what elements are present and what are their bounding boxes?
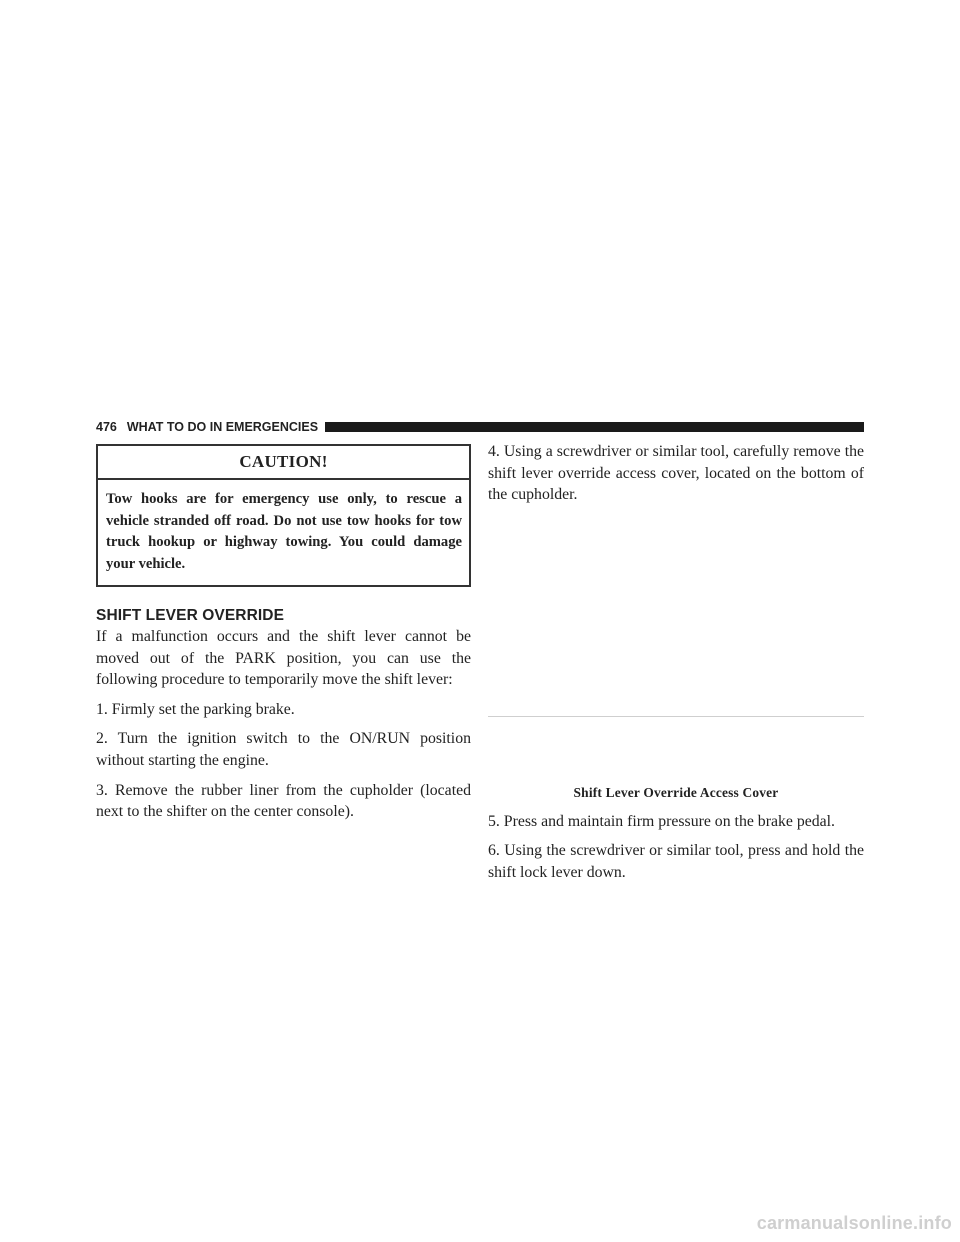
- page-number: 476: [96, 420, 117, 434]
- step-4: 4. Using a screwdriver or similar tool, carefully remove the shift lever override access cover, located on the bottom of the cupholder.: [488, 443, 864, 504]
- watermark: carmanualsonline.info: [756, 1213, 952, 1233]
- header-bar: [325, 422, 864, 432]
- intro-paragraph: If a malfunction occurs and the shift lever cannot be moved out of the PARK position, you can use the following procedure to temporarily move the shift lever:: [96, 628, 471, 689]
- figure-caption: Shift Lever Override Access Cover: [573, 784, 779, 800]
- step-2: 2. Turn the ignition switch to the ON/RUN position without starting the engine.: [96, 730, 471, 769]
- right-column: [488, 441, 864, 892]
- page-header: [96, 418, 864, 436]
- section-title: WHAT TO DO IN EMERGENCIES: [126, 420, 319, 434]
- caution-title: CAUTION!: [98, 446, 469, 480]
- step-6: 6. Using the screwdriver or similar tool, press and hold the shift lock lever down.: [488, 842, 864, 881]
- left-column: [96, 444, 471, 831]
- step-5: 5. Press and maintain firm pressure on the brake pedal.: [488, 812, 835, 830]
- step-3: 3. Remove the rubber liner from the cupholder (located next to the shifter on the center console).: [96, 781, 471, 821]
- figure-divider: [488, 716, 864, 717]
- caution-box: [96, 444, 471, 587]
- step-1: 1. Firmly set the parking brake.: [96, 700, 295, 718]
- section-heading: SHIFT LEVER OVERRIDE: [96, 607, 285, 624]
- figure-image: [488, 516, 864, 768]
- caution-text: Tow hooks are for emergency use only, to rescue a vehicle stranded off road. Do not use tow hooks for tow truck hookup or highway towing. You could damage your vehicle.: [106, 491, 462, 572]
